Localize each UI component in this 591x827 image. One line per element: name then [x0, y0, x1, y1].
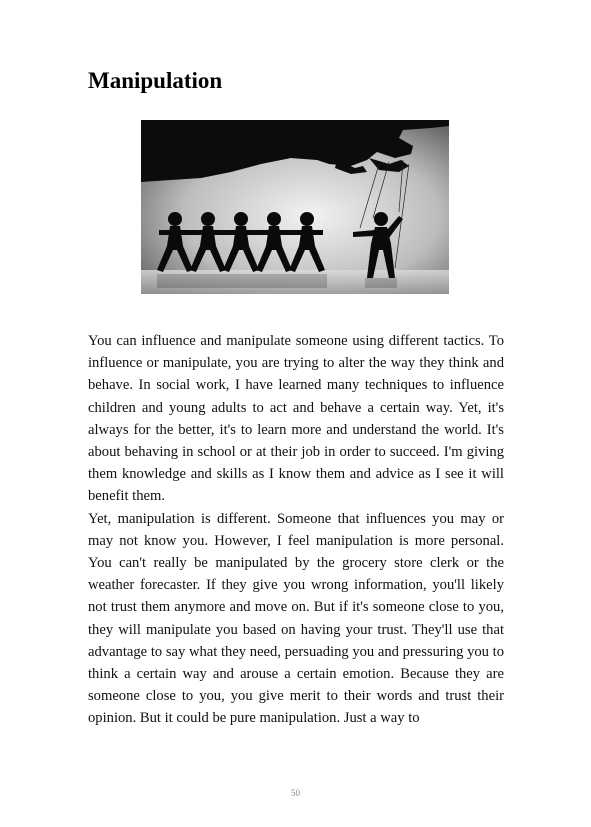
paragraph: Yet, manipulation is different. Someone that influences you may or may not know you. However, I feel manipulation is more personal. You can't really be manipulated by the grocery store clerk or the weather forecaster. If they give you wrong information, you'll likely not trust them anymore and move on. But if it's someone close to you, they will manipulate you based on having your trust. They'll use that advantage to say what they need, persuading you and pressuring you to think a certain way and arouse a certain emotion. Because they are someone close to you, you give merit to their words and trust their opinion. But it could be pure manipulation. Just a way to: [88, 510, 504, 727]
puppet-illustration: [141, 120, 449, 294]
body-text: [88, 330, 504, 730]
page-title: Manipulation: [88, 68, 223, 93]
page-number: 50: [291, 788, 300, 798]
puppet-illustration-graphic: [141, 120, 449, 294]
paragraph: You can influence and manipulate someone using different tactics. To influence or manipulate, you are trying to alter the way they think and behave. In social work, I have learned many techniques to influence children and young adults to act and behave a certain way. Yet, it's always for the better, it's to learn more and understand the world. It's about behaving in school or at their job in order to succeed. I'm giving them knowledge and skills as I know them and advice as I see it will benefit them.: [88, 333, 504, 505]
